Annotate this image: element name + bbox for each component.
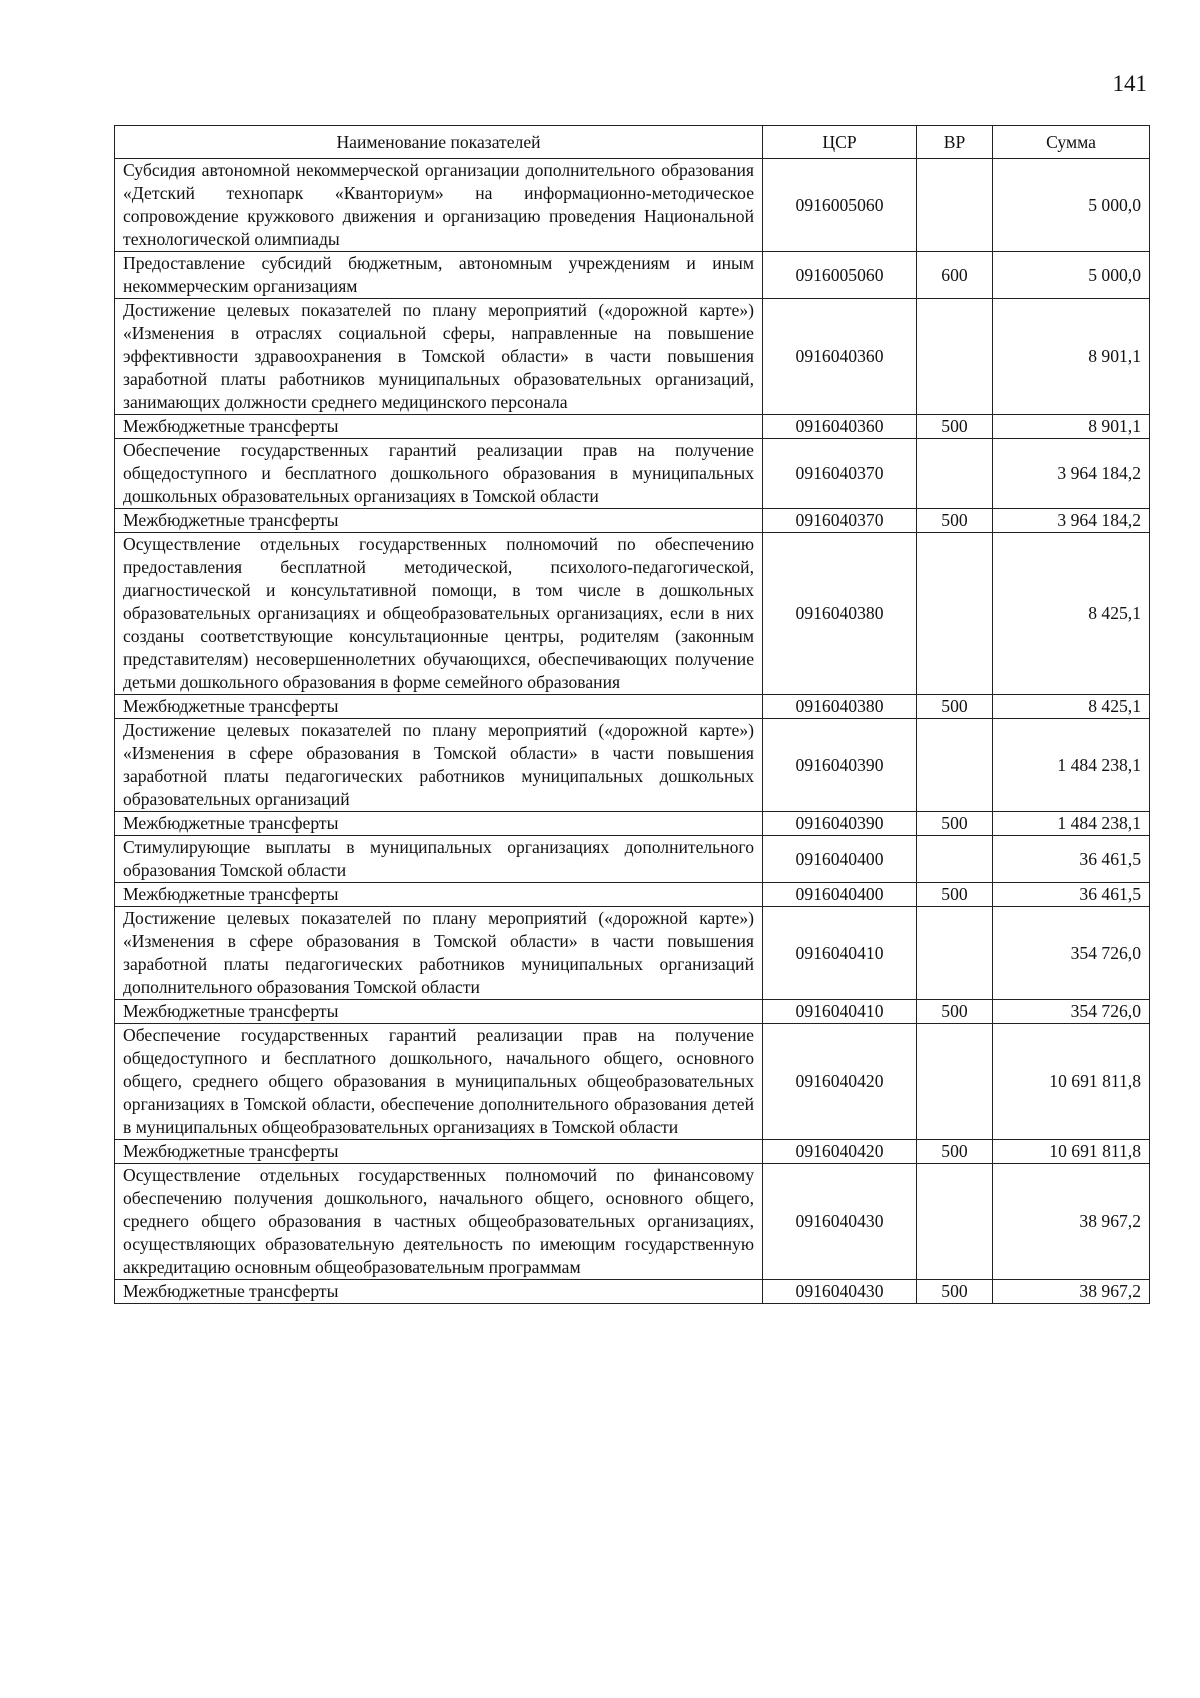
table-row bbox=[115, 1024, 1150, 1140]
cell-csr: 0916040390 bbox=[763, 812, 917, 836]
cell-sum: 10 691 811,8 bbox=[993, 1024, 1150, 1140]
cell-csr: 0916040360 bbox=[763, 415, 917, 439]
cell-vr: 500 bbox=[917, 1000, 993, 1024]
cell-sum: 10 691 811,8 bbox=[993, 1140, 1150, 1164]
table-row bbox=[115, 719, 1150, 812]
cell-vr: 500 bbox=[917, 812, 993, 836]
cell-csr: 0916005060 bbox=[763, 159, 917, 252]
cell-vr: 500 bbox=[917, 695, 993, 719]
cell-sum: 5 000,0 bbox=[993, 252, 1150, 299]
table-row bbox=[115, 299, 1150, 415]
cell-name: Обеспечение государственных гарантий реализации прав на получение общедоступного и бесплатного дошкольного образования в муниципальных дошкольных образовательных организациях в Томской области bbox=[115, 439, 763, 509]
table-row bbox=[115, 509, 1150, 533]
cell-name: Межбюджетные трансферты bbox=[115, 695, 763, 719]
cell-vr: 500 bbox=[917, 415, 993, 439]
cell-vr bbox=[917, 836, 993, 883]
cell-sum: 1 484 238,1 bbox=[993, 812, 1150, 836]
cell-name: Достижение целевых показателей по плану мероприятий («дорожной карте») «Изменения в отраслях социальной сферы, направленные на повышение эффективности здравоохранения в Томской области» в части повышения заработной платы работников муниципальных образовательных организаций, занимающих должности среднего медицинского персонала bbox=[115, 299, 763, 415]
cell-name: Достижение целевых показателей по плану мероприятий («дорожной карте») «Изменения в сфере образования в Томской области» в части повышения заработной платы педагогических работников муниципальных дошкольных образовательных организаций bbox=[115, 719, 763, 812]
cell-vr bbox=[917, 159, 993, 252]
table-row bbox=[115, 415, 1150, 439]
cell-vr bbox=[917, 533, 993, 695]
cell-vr: 500 bbox=[917, 1140, 993, 1164]
cell-sum: 1 484 238,1 bbox=[993, 719, 1150, 812]
cell-sum: 3 964 184,2 bbox=[993, 439, 1150, 509]
header-sum: Сумма bbox=[993, 126, 1150, 159]
cell-sum: 5 000,0 bbox=[993, 159, 1150, 252]
cell-csr: 0916040400 bbox=[763, 883, 917, 907]
cell-vr bbox=[917, 1164, 993, 1280]
cell-csr: 0916040420 bbox=[763, 1140, 917, 1164]
cell-csr: 0916040390 bbox=[763, 719, 917, 812]
cell-vr: 500 bbox=[917, 1280, 993, 1304]
budget-table bbox=[114, 125, 1150, 1304]
table-row bbox=[115, 883, 1150, 907]
cell-name: Межбюджетные трансферты bbox=[115, 812, 763, 836]
cell-csr: 0916040430 bbox=[763, 1280, 917, 1304]
cell-name: Предоставление субсидий бюджетным, автономным учреждениям и иным некоммерческим организациям bbox=[115, 252, 763, 299]
cell-vr: 500 bbox=[917, 883, 993, 907]
cell-name: Обеспечение государственных гарантий реализации прав на получение общедоступного и бесплатного дошкольного, начального общего, основного общего, среднего общего образования в муниципальных общеобразовательных организациях в Томской области, обеспечение дополнительного образования детей в муниципальных общеобразовательных организациях в Томской области bbox=[115, 1024, 763, 1140]
cell-csr: 0916005060 bbox=[763, 252, 917, 299]
cell-name: Стимулирующие выплаты в муниципальных организациях дополнительного образования Томской области bbox=[115, 836, 763, 883]
cell-csr: 0916040380 bbox=[763, 695, 917, 719]
cell-sum: 8 425,1 bbox=[993, 695, 1150, 719]
header-csr: ЦСР bbox=[763, 126, 917, 159]
cell-csr: 0916040410 bbox=[763, 1000, 917, 1024]
cell-sum: 8 425,1 bbox=[993, 533, 1150, 695]
cell-vr: 500 bbox=[917, 509, 993, 533]
cell-csr: 0916040360 bbox=[763, 299, 917, 415]
cell-name: Межбюджетные трансферты bbox=[115, 415, 763, 439]
cell-name: Межбюджетные трансферты bbox=[115, 509, 763, 533]
cell-vr bbox=[917, 439, 993, 509]
table-row bbox=[115, 812, 1150, 836]
cell-name: Межбюджетные трансферты bbox=[115, 883, 763, 907]
cell-sum: 354 726,0 bbox=[993, 1000, 1150, 1024]
cell-vr: 600 bbox=[917, 252, 993, 299]
table-row bbox=[115, 836, 1150, 883]
table-row bbox=[115, 1280, 1150, 1304]
page-number: 141 bbox=[1112, 71, 1147, 96]
cell-csr: 0916040370 bbox=[763, 439, 917, 509]
cell-name: Достижение целевых показателей по плану мероприятий («дорожной карте») «Изменения в сфере образования в Томской области» в части повышения заработной платы педагогических работников муниципальных организаций дополнительного образования Томской области bbox=[115, 907, 763, 1000]
cell-name: Осуществление отдельных государственных полномочий по обеспечению предоставления бесплатной методической, психолого-педагогической, диагностической и консультативной помощи, в том числе в дошкольных образовательных организациях и общеобразовательных организациях, если в них созданы соответствующие консультационные центры, родителям (законным представителям) несовершеннолетних обучающихся, обеспечивающих получение детьми дошкольного образования в форме семейного образования bbox=[115, 533, 763, 695]
cell-sum: 354 726,0 bbox=[993, 907, 1150, 1000]
cell-name: Осуществление отдельных государственных полномочий по финансовому обеспечению получения дошкольного, начального общего, основного общего, среднего общего образования в частных общеобразовательных организациях, осуществляющих образовательную деятельность по имеющим государственную аккредитацию основным общеобразовательным программам bbox=[115, 1164, 763, 1280]
header-vr: ВР bbox=[917, 126, 993, 159]
cell-csr: 0916040430 bbox=[763, 1164, 917, 1280]
table-row bbox=[115, 439, 1150, 509]
table-row bbox=[115, 907, 1150, 1000]
cell-sum: 36 461,5 bbox=[993, 836, 1150, 883]
cell-sum: 38 967,2 bbox=[993, 1280, 1150, 1304]
cell-name: Субсидия автономной некоммерческой организации дополнительного образования «Детский технопарк «Кванториум» на информационно-методическое сопровождение кружкового движения и организацию проведения Национальной технологической олимпиады bbox=[115, 159, 763, 252]
table-header-row bbox=[115, 126, 1150, 159]
cell-vr bbox=[917, 1024, 993, 1140]
table-row bbox=[115, 695, 1150, 719]
cell-name: Межбюджетные трансферты bbox=[115, 1280, 763, 1304]
cell-sum: 38 967,2 bbox=[993, 1164, 1150, 1280]
cell-name: Межбюджетные трансферты bbox=[115, 1000, 763, 1024]
table-row bbox=[115, 252, 1150, 299]
table-body bbox=[115, 159, 1150, 1304]
table-row bbox=[115, 1000, 1150, 1024]
cell-csr: 0916040370 bbox=[763, 509, 917, 533]
cell-sum: 8 901,1 bbox=[993, 299, 1150, 415]
cell-sum: 3 964 184,2 bbox=[993, 509, 1150, 533]
cell-csr: 0916040400 bbox=[763, 836, 917, 883]
cell-csr: 0916040410 bbox=[763, 907, 917, 1000]
cell-vr bbox=[917, 907, 993, 1000]
table-row bbox=[115, 159, 1150, 252]
cell-sum: 8 901,1 bbox=[993, 415, 1150, 439]
table-row bbox=[115, 533, 1150, 695]
cell-sum: 36 461,5 bbox=[993, 883, 1150, 907]
table-row bbox=[115, 1164, 1150, 1280]
cell-csr: 0916040420 bbox=[763, 1024, 917, 1140]
cell-vr bbox=[917, 719, 993, 812]
cell-name: Межбюджетные трансферты bbox=[115, 1140, 763, 1164]
header-name: Наименование показателей bbox=[115, 126, 763, 159]
cell-csr: 0916040380 bbox=[763, 533, 917, 695]
table-row bbox=[115, 1140, 1150, 1164]
cell-vr bbox=[917, 299, 993, 415]
